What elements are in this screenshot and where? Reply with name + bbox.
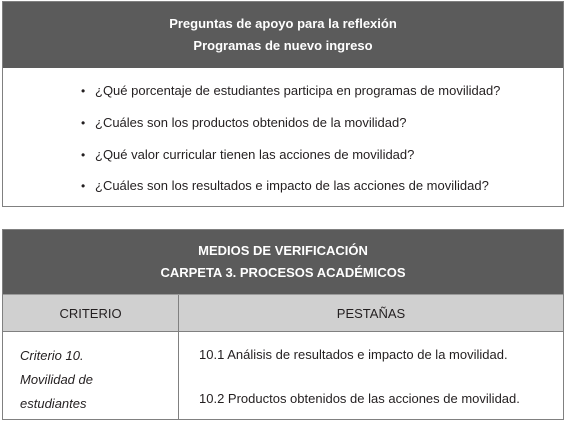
question-text: ¿Cuáles son los resultados e impacto de las acciones de movilidad? bbox=[95, 178, 489, 193]
question-text: ¿Cuáles son los productos obtenidos de la movilidad? bbox=[95, 115, 407, 130]
question-item bbox=[81, 147, 415, 163]
criterion-line: Movilidad de bbox=[20, 372, 93, 387]
criterion-cell bbox=[20, 344, 93, 416]
reflection-subtitle: Programas de nuevo ingreso bbox=[193, 38, 373, 53]
bullet-icon: • bbox=[81, 116, 86, 130]
reflection-header bbox=[3, 2, 563, 68]
reflection-title: Preguntas de apoyo para la reflexión bbox=[169, 16, 397, 31]
column-header-row bbox=[3, 295, 563, 332]
bullet-icon: • bbox=[81, 179, 86, 193]
criterion-line: estudiantes bbox=[20, 396, 87, 411]
question-text: ¿Qué valor curricular tienen las acciones de movilidad? bbox=[95, 147, 415, 162]
verification-table bbox=[2, 229, 564, 420]
verification-title: MEDIOS DE VERIFICACIÓN bbox=[198, 243, 368, 258]
tab-item: 10.2 Productos obtenidos de las acciones de movilidad. bbox=[199, 391, 520, 406]
column-header-pestanas: PESTAÑAS bbox=[336, 305, 406, 321]
reflection-questions-box bbox=[2, 1, 564, 207]
verification-header bbox=[3, 230, 563, 295]
question-item bbox=[81, 83, 501, 99]
bullet-icon: • bbox=[81, 148, 86, 162]
tab-item: 10.1 Análisis de resultados e impacto de la movilidad. bbox=[199, 347, 508, 362]
question-text: ¿Qué porcentaje de estudiantes participa en programas de movilidad? bbox=[95, 83, 501, 98]
column-header-criterio: CRITERIO bbox=[3, 295, 179, 331]
bullet-icon: • bbox=[81, 84, 86, 98]
question-item bbox=[81, 115, 407, 131]
column-divider bbox=[178, 332, 179, 419]
verification-subtitle: CARPETA 3. PROCESOS ACADÉMICOS bbox=[160, 265, 406, 280]
criterion-line: Criterio 10. bbox=[20, 348, 84, 363]
question-item bbox=[81, 178, 489, 194]
